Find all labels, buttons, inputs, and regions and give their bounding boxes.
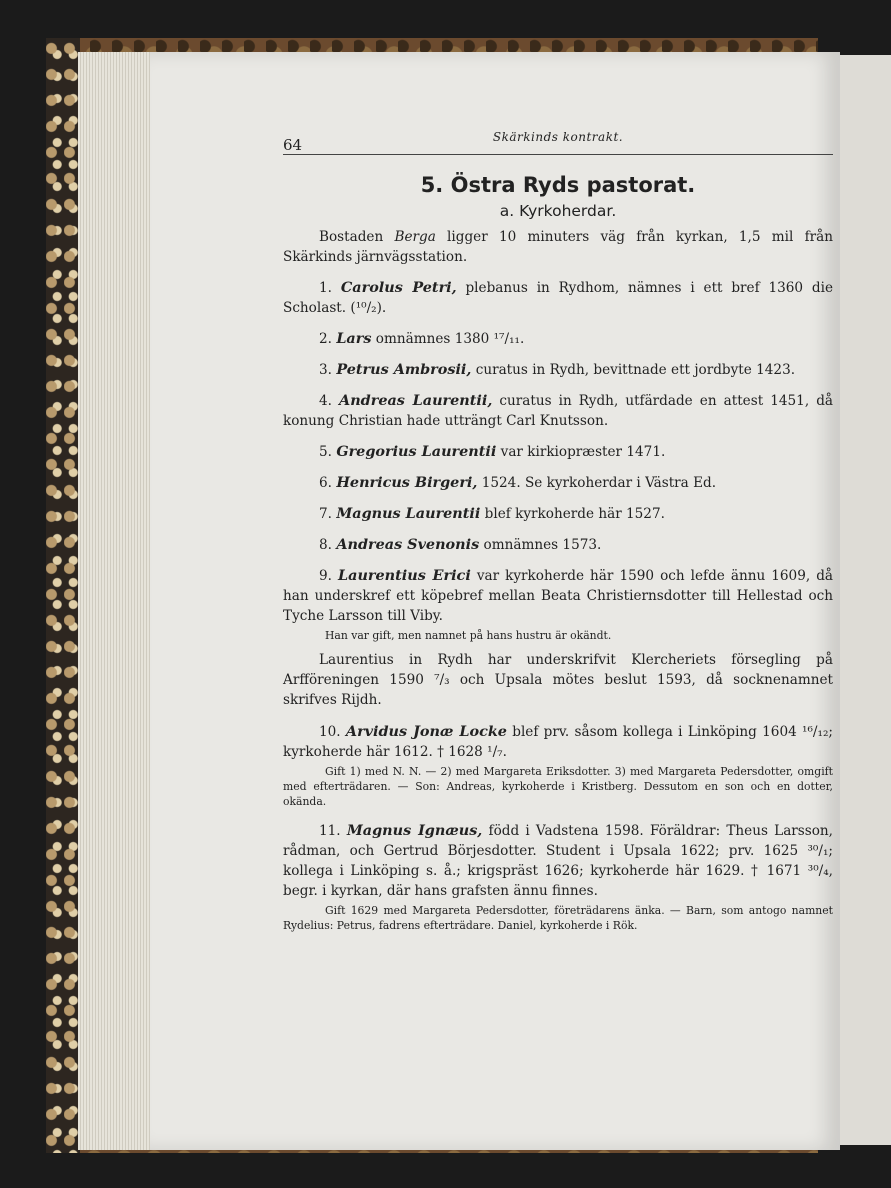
entry-text: curatus in Rydh, bevittnade ett jordbyte 1423. bbox=[471, 362, 796, 378]
paragraph-9b: Laurentius in Rydh har underskrifvit Klercheriets försegling på Arfföreningen 1590 ⁷/₃ och Upsala mötes beslut 1593, då socknenamnet skrifves Rijdh. bbox=[283, 652, 833, 708]
entry-name: Magnus Laurentii bbox=[336, 505, 481, 522]
page-header bbox=[283, 128, 833, 155]
book-spine bbox=[46, 38, 80, 1153]
entry-list bbox=[283, 278, 833, 626]
entry-number: 6. bbox=[319, 475, 332, 491]
entry-number: 1. bbox=[319, 280, 332, 296]
note-9: Han var gift, men namnet på hans hustru är okändt. bbox=[325, 629, 612, 642]
entry-name: Arvidus Jonæ Locke bbox=[345, 723, 507, 740]
entry-number: 7. bbox=[319, 506, 332, 522]
entry-number: 10. bbox=[319, 724, 341, 740]
subsection-title: a. Kyrkoherdar. bbox=[499, 202, 617, 220]
entry-number: 5. bbox=[319, 444, 332, 460]
entry-number: 9. bbox=[319, 568, 332, 584]
intro-paragraph: Bostaden Berga ligger 10 minuters väg från kyrkan, 1,5 mil från Skärkinds järnvägsstation. bbox=[283, 229, 833, 265]
entry-name: Gregorius Laurentii bbox=[336, 443, 497, 460]
place-name: Berga bbox=[394, 229, 436, 245]
note-11: Gift 1629 med Margareta Pedersdotter, företrädarens änka. — Barn, som antogo namnet Rydelius: Petrus, fadrens efterträdare. Daniel, kyrkoherde i Rök. bbox=[283, 904, 833, 932]
running-head: Skärkinds kontrakt. bbox=[492, 130, 624, 144]
entry-7 bbox=[283, 504, 833, 524]
page-number: 64 bbox=[283, 136, 303, 154]
entry-name: Magnus Ignæus, bbox=[346, 822, 483, 839]
entry-6 bbox=[283, 473, 833, 493]
entry-text: omnämnes 1380 ¹⁷/₁₁. bbox=[371, 331, 525, 347]
entry-text: plebanus in Rydhom, nämnes i ett bref 1360 die Scholast. (¹⁰/₂). bbox=[283, 280, 833, 316]
entry-5 bbox=[283, 442, 833, 462]
entry-name: Andreas Svenonis bbox=[336, 536, 480, 553]
entry-text: blef prv. såsom kollega i Linköping 1604 ¹⁶/₁₂; kyrkoherde här 1612. † 1628 ¹/₇. bbox=[283, 724, 833, 760]
entry-11 bbox=[283, 821, 833, 901]
entry-text: var kirkiopræster 1471. bbox=[496, 444, 666, 460]
entry-text: blef kyrkoherde här 1527. bbox=[480, 506, 665, 522]
entry-text: curatus in Rydh, utfärdade en attest 1451, då konung Christian hade utträngt Carl Knutsson. bbox=[283, 393, 834, 429]
section-title: 5. Östra Ryds pastorat. bbox=[420, 173, 696, 197]
entry-10 bbox=[283, 722, 833, 762]
entry-text: född i Vadstena 1598. Föräldrar: Theus Larsson, rådman, och Gertrud Börjesdotter. Student i Upsala 1622; prv. 1625 ³⁰/₁; kollega i Linköping s. å.; krigspräst 1626; kyrkoherde här 1629. † 1671 ³⁰/₄, begr. i kyrkan, där hans grafsten ännu finnes. bbox=[283, 823, 834, 899]
entry-text: 1524. Se kyrkoherdar i Västra Ed. bbox=[477, 475, 717, 491]
entry-text: omnämnes 1573. bbox=[479, 537, 602, 553]
entry-number: 3. bbox=[319, 362, 332, 378]
entry-4 bbox=[283, 391, 833, 431]
entry-1 bbox=[283, 278, 833, 318]
entry-name: Lars bbox=[336, 330, 372, 347]
entry-name: Carolus Petri, bbox=[340, 279, 457, 296]
page-content bbox=[283, 128, 833, 933]
entry-number: 4. bbox=[319, 393, 332, 409]
page-edges bbox=[78, 52, 158, 1150]
entry-number: 8. bbox=[319, 537, 332, 553]
entry-name: Henricus Birgeri, bbox=[336, 474, 478, 491]
entry-9 bbox=[283, 566, 833, 626]
facing-page-edge bbox=[840, 55, 891, 1145]
entry-number: 11. bbox=[319, 823, 341, 839]
entry-text: var kyrkoherde här 1590 och lefde ännu 1609, då han underskref ett köpebref mellan Beata Christiernsdotter till Hellestad och Tyche Larsson till Viby. bbox=[283, 568, 834, 624]
entry-2 bbox=[283, 329, 833, 349]
entry-8 bbox=[283, 535, 833, 555]
note-10: Gift 1) med N. N. — 2) med Margareta Eriksdotter. 3) med Margareta Pedersdotter, omgift med efterträdaren. — Son: Andreas, kyrkoherde i Kristberg. Dessutom en son och en dotter, okända. bbox=[283, 765, 833, 808]
entry-3 bbox=[283, 360, 833, 380]
entry-name: Laurentius Erici bbox=[338, 567, 471, 584]
entry-name: Petrus Ambrosii, bbox=[336, 361, 472, 378]
entry-number: 2. bbox=[319, 331, 332, 347]
entry-name: Andreas Laurentii, bbox=[339, 392, 493, 409]
